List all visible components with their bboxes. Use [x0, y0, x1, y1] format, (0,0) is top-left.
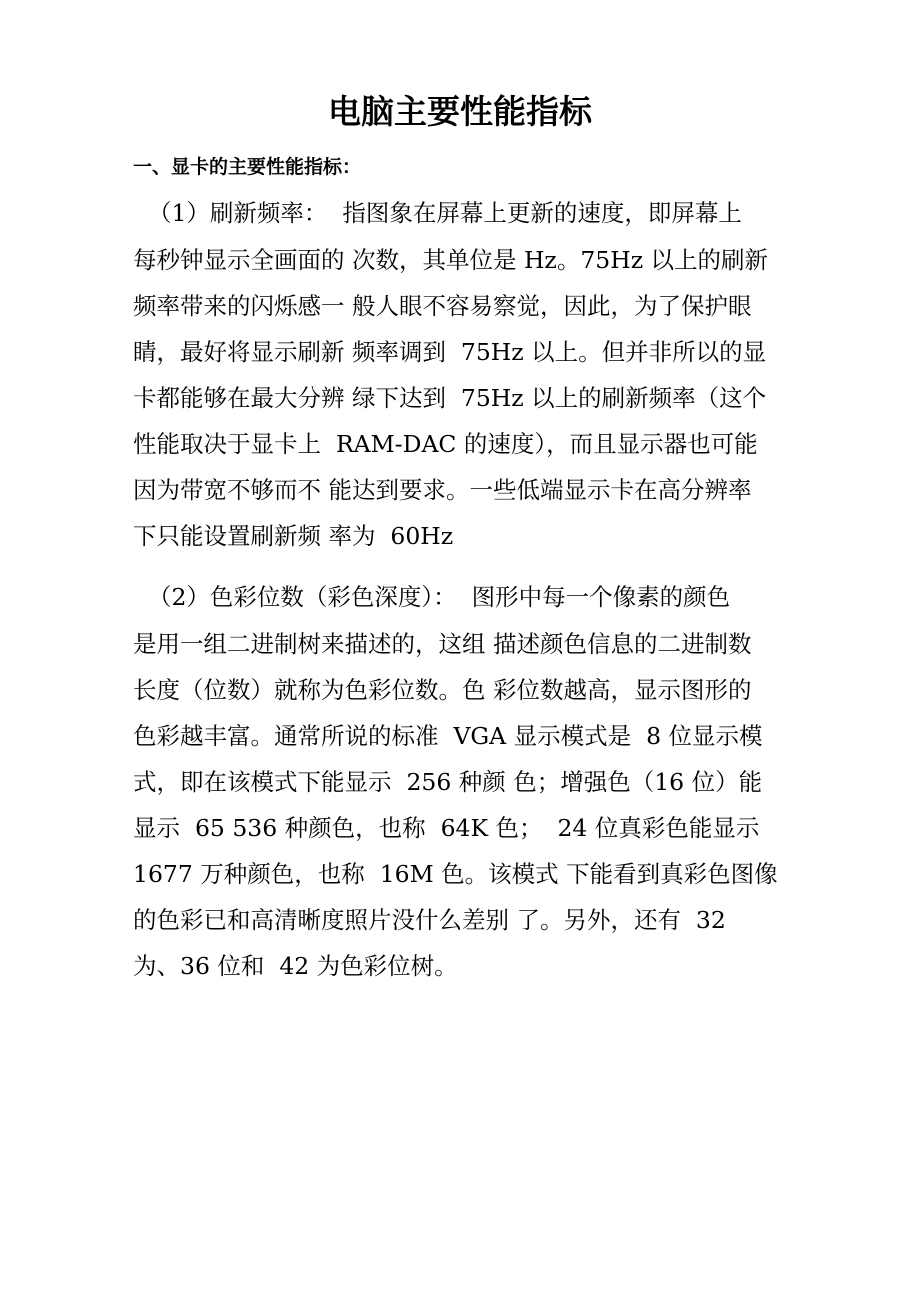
- paragraph-line: 每秒钟显示全画面的 次数，其单位是 Hz。75Hz 以上的刷新: [133, 246, 769, 274]
- paragraph-line: 是用一组二进制树来描述的，这组 描述颜色信息的二进制数: [133, 630, 752, 658]
- paragraph-line: 显示 65 536 种颜色，也称 64K 色； 24 位真彩色能显示: [133, 814, 760, 842]
- paragraph-line: 频率带来的闪烁感一 般人眼不容易察觉，因此，为了保护眼: [133, 292, 752, 320]
- document-title: 电脑主要性能指标: [328, 92, 592, 131]
- paragraph-line: （2）色彩位数（彩色深度）： 图形中每一个像素的颜色: [133, 583, 731, 611]
- paragraph-line: 色彩越丰富。通常所说的标准 VGA 显示模式是 8 位显示模: [133, 722, 763, 750]
- paragraph-line: 卡都能够在最大分辨 绿下达到 75Hz 以上的刷新频率（这个: [133, 384, 767, 412]
- paragraph-line: 式，即在该模式下能显示 256 种颜 色；增强色（16 位）能: [133, 768, 763, 796]
- paragraph-line: 的色彩已和高清晰度照片没什么差别 了。另外，还有 32: [133, 906, 726, 934]
- paragraph-line: 性能取决于显卡上 RAM-DAC 的速度），而且显示器也可能: [133, 430, 758, 458]
- paragraph-line: 1677 万种颜色，也称 16M 色。该模式 下能看到真彩色图像: [133, 860, 778, 888]
- paragraph-line: 因为带宽不够而不 能达到要求。一些低端显示卡在高分辨率: [133, 476, 752, 504]
- paragraph-line: 长度（位数）就称为色彩位数。色 彩位数越高，显示图形的: [133, 676, 752, 704]
- paragraph-line: 下只能设置刷新频 率为 60Hz: [133, 522, 454, 550]
- section-heading: 一、显卡的主要性能指标：: [133, 156, 362, 178]
- paragraph-line: 睛，最好将显示刷新 频率调到 75Hz 以上。但并非所以的显: [133, 338, 767, 366]
- paragraph-line: 为、36 位和 42 为色彩位树。: [133, 952, 458, 980]
- paragraph-line: （1）刷新频率： 指图象在屏幕上更新的速度，即屏幕上: [133, 199, 742, 227]
